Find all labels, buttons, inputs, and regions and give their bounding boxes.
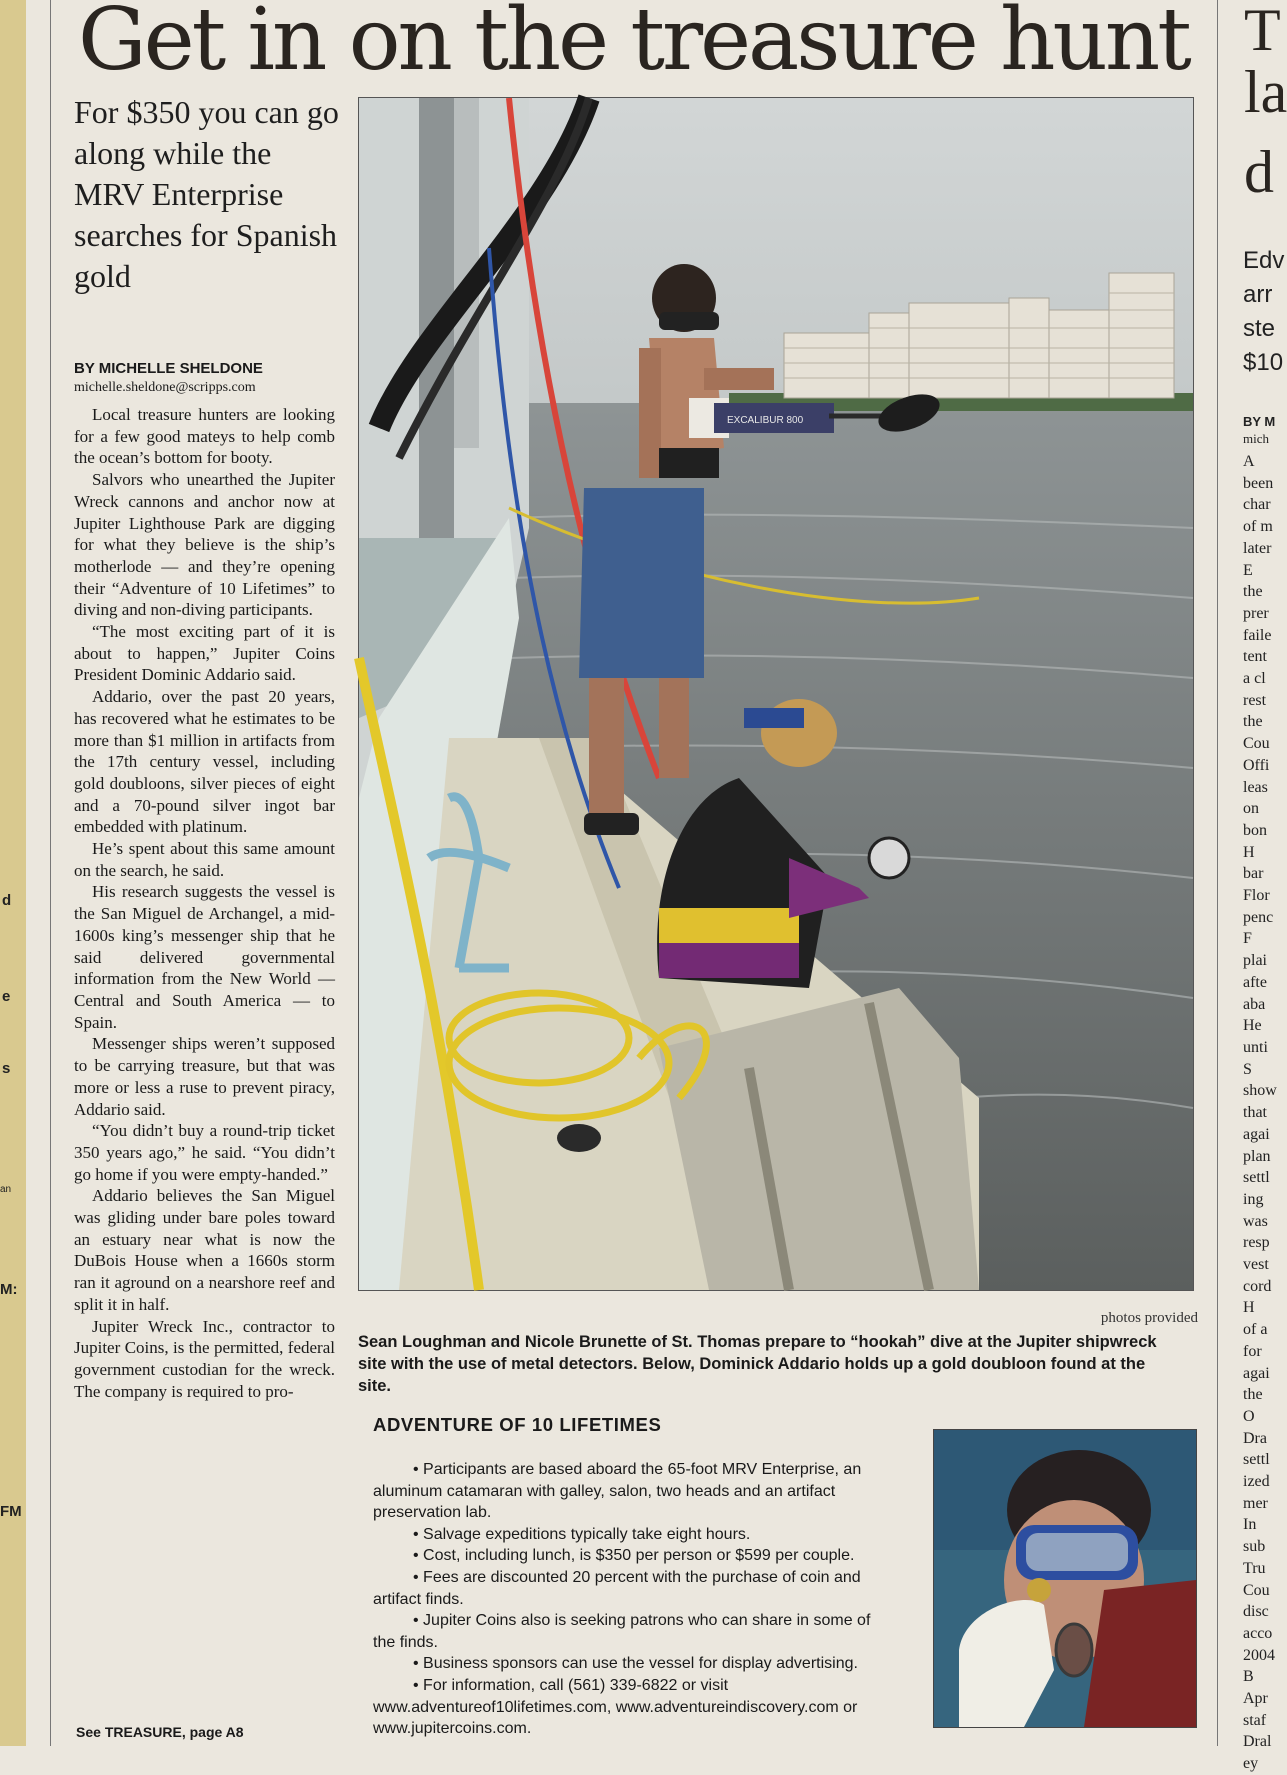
adjacent-byline-fragment: BY M <box>1243 414 1276 429</box>
adjacent-text-line: S <box>1243 1060 1252 1078</box>
adjacent-text-line: disc <box>1243 1603 1269 1621</box>
list-item: • Cost, including lunch, is $350 per person or $599 per couple. <box>373 1545 888 1567</box>
sidebar-list <box>373 1459 888 1740</box>
paragraph: “You didn’t buy a round-trip ticket 350 years ago,” he said. “You didn’t go home if you were empty-handed.” <box>74 1121 335 1184</box>
adjacent-text-line: sub <box>1243 1538 1266 1556</box>
adjacent-text-line: settl <box>1243 1451 1270 1469</box>
adjacent-headline-fragment: la <box>1244 59 1287 125</box>
adjacent-deck-fragment: $10 <box>1243 349 1284 376</box>
list-item: • Business sponsors can use the vessel for display advertising. <box>373 1653 888 1675</box>
adjacent-text-line: agai <box>1243 1125 1270 1143</box>
paragraph: “The most exciting part of it is about to happen,” Jupiter Coins President Dominic Addario said. <box>74 622 335 685</box>
adjacent-text-line: that <box>1243 1104 1267 1122</box>
jump-target: TREASURE, <box>104 1724 186 1740</box>
headline: Get in on the treasure hunt <box>78 0 1189 90</box>
adjacent-text-line: char <box>1243 496 1271 514</box>
adjacent-text-line: H <box>1243 1299 1255 1317</box>
adjacent-headline-fragment: T <box>1244 0 1281 63</box>
paragraph: He’s spent about this same amount on the search, he said. <box>74 839 335 880</box>
detector-label: EXCALIBUR 800 <box>727 415 804 426</box>
adjacent-text-line: faile <box>1243 626 1272 644</box>
adjacent-text-line: cord <box>1243 1277 1272 1295</box>
adjacent-text-line: Flor <box>1243 887 1270 905</box>
adjacent-text-line: bar <box>1243 865 1264 883</box>
paragraph: Addario believes the San Miguel was gliding under bare poles toward an estuary near what is now the DuBois House when a 1660s storm ran it aground on a nearshore reef and split it in half. <box>74 1186 335 1314</box>
adjacent-text-line: plai <box>1243 952 1267 970</box>
strip-fragment: d <box>2 892 12 909</box>
adjacent-text-fragments <box>1243 451 1277 1775</box>
jump-prefix: See <box>76 1724 105 1740</box>
byline: BY MICHELLE SHELDONE <box>74 360 263 377</box>
adjacent-text-line: Offi <box>1243 756 1270 774</box>
adjacent-headline-fragment: d <box>1244 139 1274 205</box>
list-item: • Salvage expeditions typically take eight hours. <box>373 1524 888 1546</box>
adjacent-text-line: rest <box>1243 691 1267 709</box>
adjacent-text-line: Tru <box>1243 1559 1266 1577</box>
adjacent-text-line: staf <box>1243 1711 1267 1729</box>
adjacent-text-line: of m <box>1243 518 1273 536</box>
adjacent-text-line: tent <box>1243 648 1267 666</box>
adjacent-text-line: O <box>1243 1407 1255 1425</box>
adjacent-text-line: leas <box>1243 778 1268 796</box>
adjacent-text-line: was <box>1243 1212 1268 1230</box>
adjacent-text-line: acco <box>1243 1624 1273 1642</box>
adjacent-text-line: Cou <box>1243 735 1270 753</box>
photo-caption: Sean Loughman and Nicole Brunette of St. Thomas prepare to “hookah” dive at the Jupiter shipwreck site with the use of metal detectors. Below, Dominick Addario holds up a gold doubloon found at the site. <box>358 1333 1157 1395</box>
author-email[interactable]: michelle.sheldone@scripps.com <box>74 380 256 395</box>
adjacent-text-line: Dra <box>1243 1429 1267 1447</box>
list-item: • For information, call (561) 339-6822 or visit www.adventureof10lifetimes.com, www.adventureindiscovery.com or www.jupitercoins.com. <box>373 1675 888 1740</box>
paragraph: Addario, over the past 20 years, has recovered what he estimates to be more than $1 million in artifacts from the 17th century vessel, including gold doubloons, silver pieces of eight and a 70-pound silver ingot bar embedded with platinum. <box>74 687 335 837</box>
adjacent-text-line: ized <box>1243 1473 1270 1491</box>
adjacent-text-line: aba <box>1243 995 1266 1013</box>
adjacent-text-line: ey <box>1243 1755 1259 1773</box>
adjacent-text-line: on <box>1243 800 1259 818</box>
column-rule <box>50 0 51 1746</box>
inset-photo <box>933 1429 1197 1728</box>
adjacent-text-line: later <box>1243 539 1272 557</box>
adjacent-text-line: Cou <box>1243 1581 1270 1599</box>
strip-fragment: e <box>2 988 11 1005</box>
adjacent-text-line: a cl <box>1243 670 1266 688</box>
adjacent-text-line: Dral <box>1243 1733 1272 1751</box>
adjacent-text-line: unti <box>1243 1038 1268 1056</box>
adjacent-text-line: bon <box>1243 821 1267 839</box>
adjacent-text-line: the <box>1243 583 1263 601</box>
adjacent-text-line: penc <box>1243 908 1274 926</box>
adjacent-deck-fragment: ste <box>1243 315 1276 342</box>
adjacent-text-line: plan <box>1243 1147 1271 1165</box>
adjacent-text-line: 2004 <box>1243 1646 1275 1664</box>
strip-fragment: FM <box>0 1503 22 1520</box>
adjacent-text-line: agai <box>1243 1364 1270 1382</box>
strip-fragment: an <box>0 1184 12 1195</box>
paragraph: Salvors who unearthed the Jupiter Wreck cannons and anchor now at Jupiter Lighthouse Park are digging for what they believe is the ship’s motherlode — and they’re opening their “Adventure of 10 Lifetimes” to diving and non-diving participants. <box>74 470 335 620</box>
adjacent-text-line: mer <box>1243 1494 1268 1512</box>
adjacent-deck-fragment: arr <box>1243 281 1273 308</box>
strip-fragment: M: <box>0 1281 18 1298</box>
adjacent-text-line: settl <box>1243 1169 1270 1187</box>
adjacent-text-line: In <box>1243 1516 1257 1534</box>
strip-fragment: s <box>2 1060 11 1077</box>
paragraph: Messenger ships weren’t supposed to be carrying treasure, but that was more or less a ruse to prevent piracy, Addario said. <box>74 1034 335 1119</box>
article-body <box>74 404 335 1402</box>
jump-line[interactable] <box>76 1724 244 1740</box>
adjacent-text-line: H <box>1243 843 1255 861</box>
main-photo <box>358 97 1194 1291</box>
jump-suffix: page A8 <box>185 1724 244 1740</box>
adjacent-text-line: resp <box>1243 1234 1270 1252</box>
list-item: • Participants are based aboard the 65-foot MRV Enterprise, an aluminum catamaran with galley, salon, two heads and an artifact preservation lab. <box>373 1459 888 1524</box>
adjacent-text-line: Apr <box>1243 1690 1268 1708</box>
adjacent-text-line: the <box>1243 713 1263 731</box>
adjacent-deck-fragment: Edv <box>1243 247 1285 274</box>
adjacent-text-line: prer <box>1243 604 1269 622</box>
adjacent-email-fragment: mich <box>1243 431 1269 446</box>
adjacent-text-line: the <box>1243 1386 1263 1404</box>
sidebar-title: ADVENTURE OF 10 LIFETIMES <box>373 1414 662 1435</box>
deck: For $350 you can go along while the MRV Enterprise searches for Spanish gold <box>74 94 339 294</box>
adjacent-text-line: for <box>1243 1342 1262 1360</box>
adjacent-text-line: of a <box>1243 1321 1268 1339</box>
list-item: • Fees are discounted 20 percent with the purchase of coin and artifact finds. <box>373 1567 888 1610</box>
adjacent-text-line: He <box>1243 1017 1262 1035</box>
adjacent-text-line: afte <box>1243 973 1267 991</box>
paragraph: Jupiter Wreck Inc., contractor to Jupiter Coins, is the permitted, federal government custodian for the wreck. The company is required to pro- <box>74 1316 335 1401</box>
adjacent-text-line: F <box>1243 930 1252 948</box>
column-rule <box>1217 0 1218 1746</box>
adjacent-text-line: E <box>1243 561 1253 579</box>
adjacent-text-line: show <box>1243 1082 1277 1100</box>
paragraph: His research suggests the vessel is the San Miguel de Archangel, a mid-1600s king’s messenger ship that he said delivered governmental information from the New World — Central and South America — to Spain. <box>74 882 335 1032</box>
adjacent-text-line: ing <box>1243 1190 1264 1208</box>
photo-credit: photos provided <box>1100 1310 1198 1326</box>
paragraph: Local treasure hunters are looking for a few good mateys to help comb the ocean’s bottom for booty. <box>74 405 335 468</box>
adjacent-page-strip <box>0 0 26 1746</box>
adjacent-text-line: A <box>1243 453 1255 470</box>
adjacent-text-line: vest <box>1243 1256 1269 1274</box>
adjacent-text-line: been <box>1243 474 1274 492</box>
adjacent-text-line: B <box>1243 1668 1254 1686</box>
list-item: • Jupiter Coins also is seeking patrons who can share in some of the finds. <box>373 1610 888 1653</box>
